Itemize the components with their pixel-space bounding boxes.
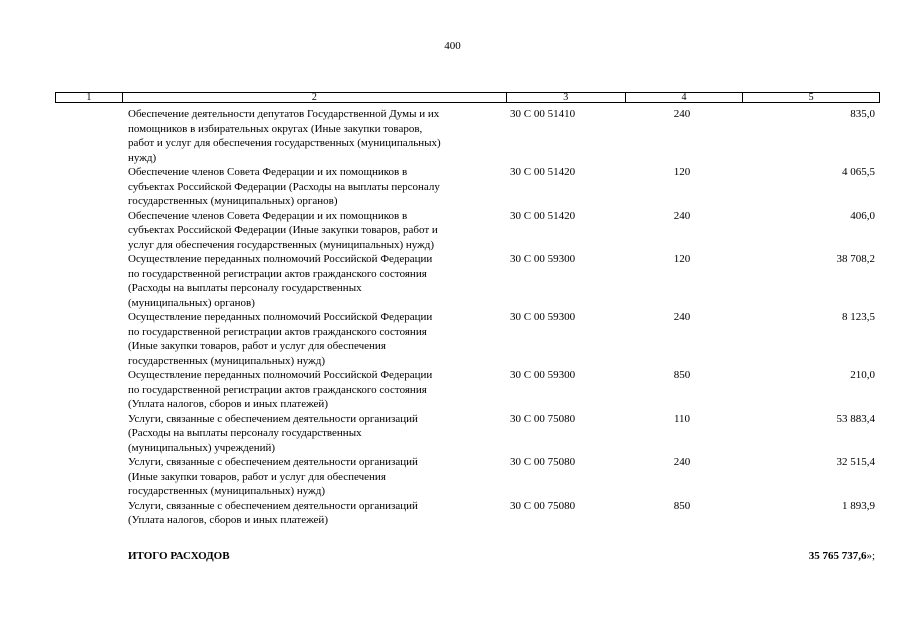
total-label: ИТОГО РАСХОДОВ (128, 550, 230, 562)
page-number: 400 (444, 40, 461, 52)
row-target-code: 30 С 00 75080 (510, 456, 576, 468)
row-expense-kind: 240 (673, 108, 691, 120)
row-expense-kind: 120 (673, 166, 691, 178)
row-description: Осуществление переданных полномочий Российской Федерации по государственной регистрации актов гражданского состояния (Уплата налогов, сборов и иных платежей) (128, 369, 433, 410)
row-expense-kind: 240 (673, 456, 691, 468)
table-row (0, 310, 905, 368)
row-amount: 835,0 (850, 108, 875, 120)
table-row (0, 209, 905, 253)
row-amount: 1 893,9 (842, 499, 875, 512)
row-description: Осуществление переданных полномочий Российской Федерации по государственной регистрации актов гражданского состояния (Расходы на выплаты персоналу государственных (муниципальных) органов) (128, 253, 433, 309)
row-target-code: 30 С 00 59300 (510, 369, 576, 381)
row-target-code: 30 С 00 51420 (510, 166, 576, 178)
row-target-code: 30 С 00 59300 (510, 311, 576, 323)
row-amount: 53 883,4 (836, 412, 875, 425)
row-expense-kind: 120 (673, 253, 691, 265)
row-target-code: 30 С 00 75080 (510, 499, 576, 512)
row-description: Обеспечение деятельности депутатов Государственной Думы и их помощников в избирательных округах (Иные закупки товаров, работ и услуг для обеспечения государственных (муниципальных) нужд) (128, 108, 441, 164)
row-expense-kind: 850 (673, 369, 691, 381)
table-row (0, 455, 905, 499)
row-amount: 406,0 (850, 209, 875, 222)
row-expense-kind: 240 (673, 209, 691, 222)
row-description: Услуги, связанные с обеспечением деятельности организаций (Иные закупки товаров, работ и услуг для обеспечения государственных (муниципальных) нужд) (128, 456, 418, 497)
table-row (0, 165, 905, 209)
table-body (0, 107, 905, 528)
table-row (0, 107, 905, 165)
row-amount: 38 708,2 (836, 253, 875, 265)
row-amount: 8 123,5 (842, 311, 875, 323)
column-header-1: 1 (56, 93, 123, 102)
row-expense-kind: 110 (673, 412, 691, 425)
table-row (0, 368, 905, 412)
row-target-code: 30 С 00 59300 (510, 253, 576, 265)
total-amount: 35 765 737,6 (808, 550, 867, 562)
row-description: Обеспечение членов Совета Федерации и их помощников в субъектах Российской Федерации (Иные закупки товаров, работ и услуг для обеспечения государственных (муниципальных) нужд) (128, 209, 438, 251)
column-header-4: 4 (626, 93, 744, 102)
row-target-code: 30 С 00 51420 (510, 209, 576, 222)
table-row (0, 252, 905, 310)
total-suffix: »; (866, 550, 875, 562)
row-amount: 4 065,5 (842, 166, 875, 178)
row-expense-kind: 850 (673, 499, 691, 512)
table-header (55, 92, 880, 103)
row-description: Осуществление переданных полномочий Российской Федерации по государственной регистрации актов гражданского состояния (Иные закупки товаров, работ и услуг для обеспечения государственных (муниципальных) нужд) (128, 311, 433, 367)
total-amount-wrapper (809, 549, 875, 563)
table-row (0, 412, 905, 456)
row-amount: 210,0 (850, 369, 875, 381)
column-header-2: 2 (123, 93, 507, 102)
table-row (0, 499, 905, 528)
row-description: Услуги, связанные с обеспечением деятельности организаций (Уплата налогов, сборов и иных платежей) (128, 499, 418, 526)
row-expense-kind: 240 (673, 311, 691, 323)
row-description: Обеспечение членов Совета Федерации и их помощников в субъектах Российской Федерации (Расходы на выплаты персоналу государственных (муниципальных) органов) (128, 166, 440, 207)
row-target-code: 30 С 00 75080 (510, 412, 576, 425)
row-description: Услуги, связанные с обеспечением деятельности организаций (Расходы на выплаты персоналу государственных (муниципальных) учреждений) (128, 412, 418, 454)
column-header-5: 5 (808, 93, 814, 102)
column-header-3: 3 (507, 93, 626, 102)
row-target-code: 30 С 00 51410 (510, 108, 576, 120)
row-amount: 32 515,4 (836, 456, 875, 468)
